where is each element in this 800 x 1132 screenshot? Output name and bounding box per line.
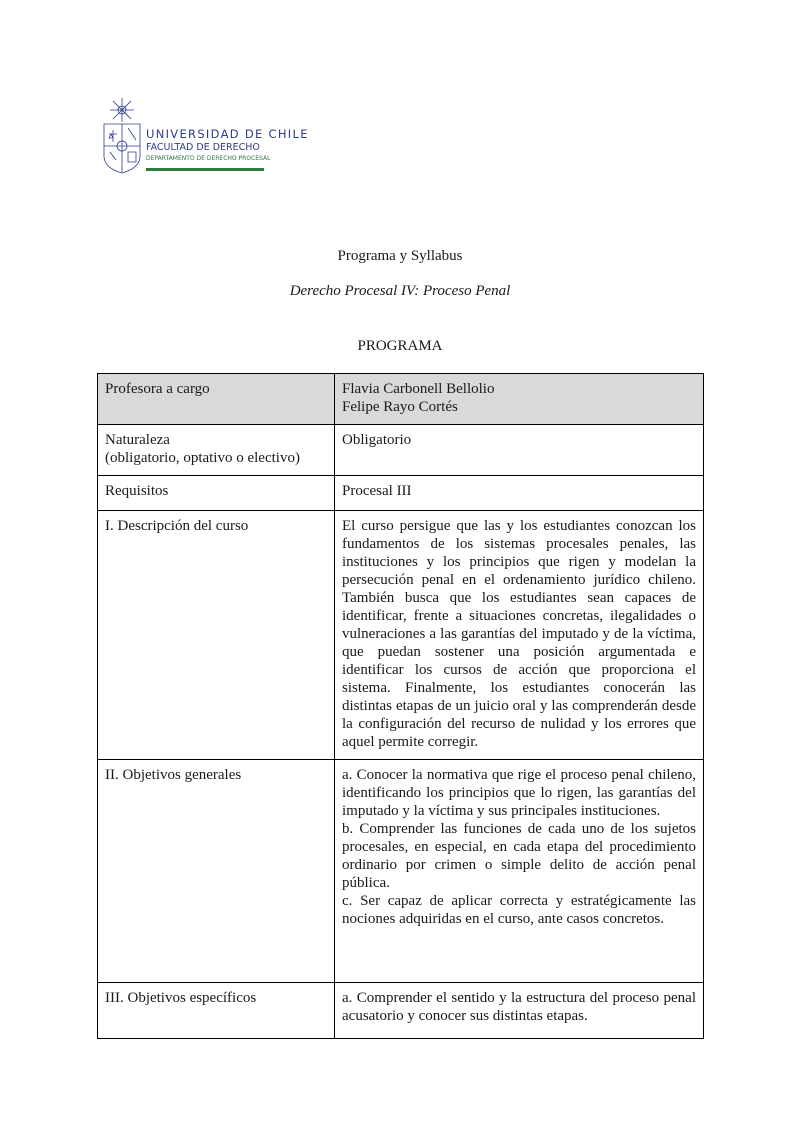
row-value-cell: [335, 760, 704, 983]
row-value: Obligatorio: [342, 432, 412, 448]
row-label-cell: [98, 511, 335, 760]
department-name: DEPARTAMENTO DE DERECHO PROCESAL: [146, 155, 271, 162]
row-value-cell: [335, 476, 704, 511]
table-row: [98, 476, 704, 511]
row-value: a. Comprender el sentido y la estructura del proceso penal acusatorio y conocer sus distintas etapas.: [342, 990, 696, 1024]
document-title: Programa y Syllabus: [337, 248, 463, 264]
course-name: Derecho Procesal IV: Proceso Penal: [289, 283, 511, 299]
row-label-cell: [98, 374, 335, 425]
row-value: Flavia Carbonell Bellolio: [342, 381, 495, 397]
logo-underline: [146, 168, 264, 171]
faculty-name: FACULTAD DE DERECHO: [146, 142, 260, 153]
university-logo: [100, 98, 309, 176]
row-label-cell: [98, 476, 335, 511]
row-value: Procesal III: [342, 483, 412, 499]
table-row: [98, 425, 704, 476]
table-row: [98, 760, 704, 983]
section-heading: PROGRAMA: [357, 338, 443, 354]
row-label: II. Objetivos generales: [105, 767, 242, 783]
row-value: Felipe Rayo Cortés: [342, 399, 458, 415]
row-value-cell: [335, 425, 704, 476]
row-value-cell: [335, 374, 704, 425]
row-label: Naturaleza: [105, 432, 170, 448]
program-table: [97, 373, 704, 1039]
table-row: [98, 511, 704, 760]
row-value: a. Conocer la normativa que rige el proceso penal chileno, identificando los principios que lo rigen, las garantías del imputado y la víctima y sus principales instituciones.: [342, 767, 696, 819]
row-value: b. Comprender las funciones de cada uno de los sujetos procesales, en especial, en cada etapa del procedimiento ordinario por crimen o simple delito de acción penal pública.: [342, 821, 696, 891]
row-label: Profesora a cargo: [105, 381, 210, 397]
row-value-cell: [335, 983, 704, 1039]
row-label: (obligatorio, optativo o electivo): [105, 450, 300, 466]
row-value: c. Ser capaz de aplicar correcta y estratégicamente las nociones adquiridas en el curso, ante casos concretos.: [342, 893, 696, 927]
row-label: I. Descripción del curso: [105, 518, 249, 534]
row-label: Requisitos: [105, 483, 169, 499]
row-label-cell: [98, 425, 335, 476]
row-label: III. Objetivos específicos: [105, 990, 257, 1006]
row-value-cell: [335, 511, 704, 760]
row-label-cell: [98, 760, 335, 983]
row-value: El curso persigue que las y los estudiantes conozcan los fundamentos de los sistemas procesales penales, las instituciones y los principios que rigen y modelan la persecución penal en el ordenamiento jurídico chileno. También busca que los estudiantes sean capaces de identificar, frente a situaciones concretas, ilegalidades o vulneraciones a las garantías del imputado y de la víctima, que puedan sostener una posición argumentada e identificar los cursos de acción que proporciona el sistema. Finalmente, los estudiantes conocerán las distintas etapas de un juicio oral y las comprenderán desde la configuración del recurso de nulidad y los errores que aquel permite corregir.: [342, 518, 696, 750]
university-crest-icon: [100, 98, 144, 174]
university-name: UNIVERSIDAD DE CHILE: [146, 127, 309, 141]
row-label-cell: [98, 983, 335, 1039]
table-row: [98, 374, 704, 425]
table-row: [98, 983, 704, 1039]
